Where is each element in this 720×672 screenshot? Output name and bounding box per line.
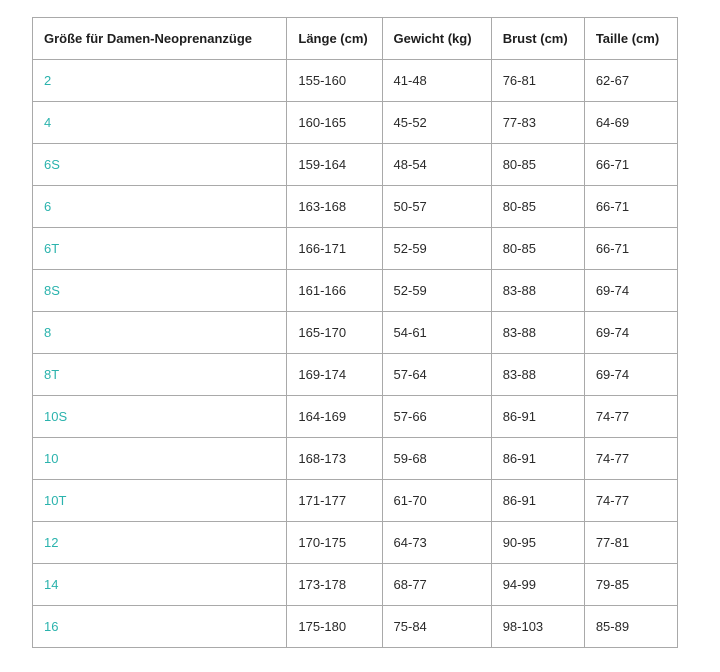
cell-taille: 74-77: [584, 438, 677, 480]
cell-size[interactable]: 10: [33, 438, 287, 480]
table-row: [33, 438, 678, 480]
cell-laenge: 163-168: [287, 186, 382, 228]
cell-size[interactable]: 8T: [33, 354, 287, 396]
cell-size[interactable]: 2: [33, 60, 287, 102]
cell-laenge: 165-170: [287, 312, 382, 354]
cell-size[interactable]: 6: [33, 186, 287, 228]
cell-taille: 66-71: [584, 144, 677, 186]
cell-taille: 85-89: [584, 606, 677, 648]
cell-brust: 83-88: [491, 312, 584, 354]
cell-brust: 77-83: [491, 102, 584, 144]
table-row: [33, 102, 678, 144]
table-row: [33, 354, 678, 396]
table-row: [33, 396, 678, 438]
cell-gewicht: 52-59: [382, 228, 491, 270]
cell-taille: 69-74: [584, 312, 677, 354]
cell-brust: 86-91: [491, 480, 584, 522]
cell-taille: 62-67: [584, 60, 677, 102]
table-body: [33, 60, 678, 648]
cell-brust: 80-85: [491, 144, 584, 186]
table-header: [33, 18, 678, 60]
cell-laenge: 173-178: [287, 564, 382, 606]
cell-size[interactable]: 10S: [33, 396, 287, 438]
cell-laenge: 168-173: [287, 438, 382, 480]
cell-gewicht: 59-68: [382, 438, 491, 480]
header-row: [33, 18, 678, 60]
cell-laenge: 160-165: [287, 102, 382, 144]
cell-size[interactable]: 4: [33, 102, 287, 144]
table-row: [33, 144, 678, 186]
cell-laenge: 170-175: [287, 522, 382, 564]
cell-taille: 74-77: [584, 480, 677, 522]
cell-gewicht: 61-70: [382, 480, 491, 522]
cell-brust: 86-91: [491, 438, 584, 480]
cell-brust: 76-81: [491, 60, 584, 102]
cell-brust: 94-99: [491, 564, 584, 606]
header-taille: Taille (cm): [584, 18, 677, 60]
table-row: [33, 480, 678, 522]
cell-size[interactable]: 16: [33, 606, 287, 648]
cell-laenge: 169-174: [287, 354, 382, 396]
cell-taille: 69-74: [584, 270, 677, 312]
cell-brust: 86-91: [491, 396, 584, 438]
header-laenge: Länge (cm): [287, 18, 382, 60]
cell-size[interactable]: 6T: [33, 228, 287, 270]
header-gewicht: Gewicht (kg): [382, 18, 491, 60]
cell-brust: 80-85: [491, 228, 584, 270]
cell-gewicht: 41-48: [382, 60, 491, 102]
cell-brust: 80-85: [491, 186, 584, 228]
cell-gewicht: 52-59: [382, 270, 491, 312]
cell-size[interactable]: 8S: [33, 270, 287, 312]
table-row: [33, 606, 678, 648]
cell-taille: 66-71: [584, 228, 677, 270]
table-row: [33, 228, 678, 270]
cell-gewicht: 57-64: [382, 354, 491, 396]
cell-laenge: 155-160: [287, 60, 382, 102]
cell-size[interactable]: 6S: [33, 144, 287, 186]
table-row: [33, 60, 678, 102]
cell-brust: 98-103: [491, 606, 584, 648]
cell-laenge: 159-164: [287, 144, 382, 186]
cell-size[interactable]: 12: [33, 522, 287, 564]
table-row: [33, 564, 678, 606]
cell-gewicht: 54-61: [382, 312, 491, 354]
cell-laenge: 171-177: [287, 480, 382, 522]
cell-laenge: 175-180: [287, 606, 382, 648]
table-row: [33, 312, 678, 354]
cell-size[interactable]: 8: [33, 312, 287, 354]
cell-brust: 90-95: [491, 522, 584, 564]
cell-laenge: 164-169: [287, 396, 382, 438]
cell-taille: 66-71: [584, 186, 677, 228]
cell-laenge: 161-166: [287, 270, 382, 312]
cell-gewicht: 64-73: [382, 522, 491, 564]
table-row: [33, 522, 678, 564]
cell-taille: 77-81: [584, 522, 677, 564]
cell-size[interactable]: 10T: [33, 480, 287, 522]
header-brust: Brust (cm): [491, 18, 584, 60]
cell-size[interactable]: 14: [33, 564, 287, 606]
cell-gewicht: 50-57: [382, 186, 491, 228]
cell-gewicht: 68-77: [382, 564, 491, 606]
cell-taille: 79-85: [584, 564, 677, 606]
cell-laenge: 166-171: [287, 228, 382, 270]
cell-gewicht: 75-84: [382, 606, 491, 648]
cell-gewicht: 45-52: [382, 102, 491, 144]
cell-gewicht: 57-66: [382, 396, 491, 438]
cell-brust: 83-88: [491, 270, 584, 312]
cell-taille: 74-77: [584, 396, 677, 438]
wetsuit-size-table: [32, 17, 678, 648]
table-row: [33, 270, 678, 312]
cell-taille: 69-74: [584, 354, 677, 396]
cell-brust: 83-88: [491, 354, 584, 396]
cell-gewicht: 48-54: [382, 144, 491, 186]
table-row: [33, 186, 678, 228]
cell-taille: 64-69: [584, 102, 677, 144]
header-size: Größe für Damen-Neoprenanzüge: [33, 18, 287, 60]
